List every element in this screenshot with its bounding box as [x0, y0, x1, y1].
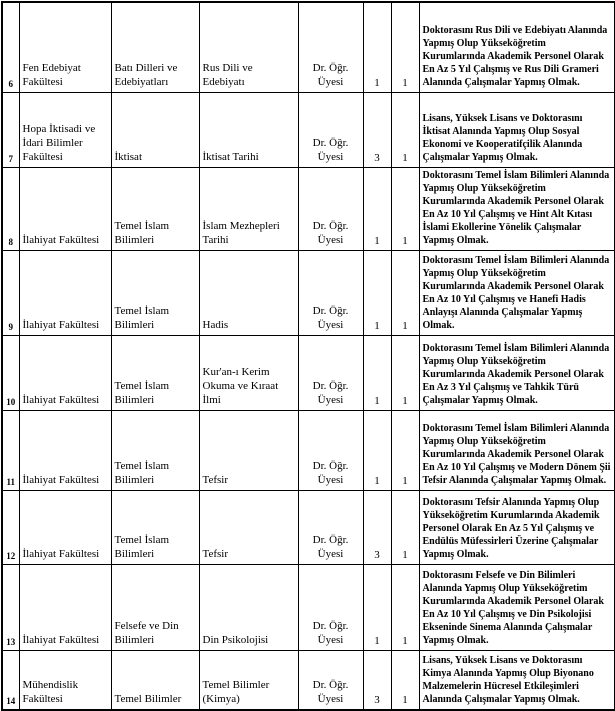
cell-requirement: Lisans, Yüksek Lisans ve Doktorasını İktisat Alanında Yapmış Olup Sosyal Ekonomi ve Kooperatifçilik Alanında Çalışmalar Yapmış Olmak. [419, 92, 615, 167]
cell-program: Din Psikolojisi [199, 564, 298, 650]
cell-program: Rus Dili ve Edebiyatı [199, 2, 298, 92]
cell-count-2: 1 [391, 564, 419, 650]
cell-count-2: 1 [391, 335, 419, 410]
cell-requirement: Lisans, Yüksek Lisans ve Doktorasını Kimya Alanında Yapmış Olup Biyonano Malzemelerin Hücresel Etkileşimleri Alanında Çalışmalar Yapmış Olmak. [419, 650, 615, 710]
cell-requirement: Doktorasını Temel İslam Bilimleri Alanında Yapmış Olup Yükseköğretim Kurumlarında Akademik Personel Olarak En Az 10 Yıl Çalışmış ve Hint Alt Kıtası İslami Ekollerine Yönelik Çalışmalar Yapmış Olmak. [419, 167, 615, 250]
cell-program: Tefsir [199, 490, 298, 564]
cell-department: Temel Bilimler [111, 650, 199, 710]
cell-row-number: 12 [2, 490, 19, 564]
cell-count-1: 1 [363, 2, 391, 92]
cell-row-number: 8 [2, 167, 19, 250]
cell-faculty: İlahiyat Fakültesi [19, 490, 111, 564]
cell-count-1: 1 [363, 167, 391, 250]
cell-department: Felsefe ve Din Bilimleri [111, 564, 199, 650]
cell-count-2: 1 [391, 2, 419, 92]
cell-requirement: Doktorasını Temel İslam Bilimleri Alanında Yapmış Olup Yükseköğretim Kurumlarında Akademik Personel Olarak En Az 10 Yıl Çalışmış ve Modern Dönem Şii Tefsir Alanında Çalışmalar Yapmış Olmak. [419, 410, 615, 490]
cell-row-number: 11 [2, 410, 19, 490]
cell-department: Temel İslam Bilimleri [111, 410, 199, 490]
cell-count-1: 1 [363, 335, 391, 410]
cell-row-number: 7 [2, 92, 19, 167]
cell-requirement: Doktorasını Temel İslam Bilimleri Alanında Yapmış Olup Yükseköğretim Kurumlarında Akademik Personel Olarak En Az 10 Yıl Çalışmış ve Hanefi Hadis Anlayışı Alanında Çalışmalar Yapmış Olmak. [419, 250, 615, 335]
cell-program: Temel Bilimler (Kimya) [199, 650, 298, 710]
cell-row-number: 9 [2, 250, 19, 335]
cell-faculty: İlahiyat Fakültesi [19, 335, 111, 410]
cell-count-2: 1 [391, 650, 419, 710]
cell-requirement: Doktorasını Felsefe ve Din Bilimleri Alanında Yapmış Olup Yükseköğretim Kurumlarında Akademik Personel Olarak En Az 10 Yıl Çalışmış ve Din Psikolojisi Ekseninde Sinema Alanında Çalışmalar Yapmış Olmak. [419, 564, 615, 650]
table-row [2, 335, 615, 410]
cell-requirement: Doktorasını Temel İslam Bilimleri Alanında Yapmış Olup Yükseköğretim Kurumlarında Akademik Personel Olarak En Az 3 Yıl Çalışmış ve Tahkik Türü Çalışmalar Yapmış Olmak. [419, 335, 615, 410]
table-body [2, 2, 615, 710]
cell-count-1: 3 [363, 650, 391, 710]
table-row [2, 650, 615, 710]
cell-count-1: 3 [363, 92, 391, 167]
table-row [2, 92, 615, 167]
cell-title: Dr. Öğr. Üyesi [298, 92, 363, 167]
cell-count-2: 1 [391, 250, 419, 335]
cell-faculty: Hopa İktisadi ve İdari Bilimler Fakültesi [19, 92, 111, 167]
table-row [2, 490, 615, 564]
cell-faculty: İlahiyat Fakültesi [19, 410, 111, 490]
table-row [2, 250, 615, 335]
cell-count-2: 1 [391, 92, 419, 167]
cell-row-number: 10 [2, 335, 19, 410]
cell-department: İktisat [111, 92, 199, 167]
cell-title: Dr. Öğr. Üyesi [298, 250, 363, 335]
cell-department: Batı Dilleri ve Edebiyatları [111, 2, 199, 92]
table-row [2, 2, 615, 92]
cell-title: Dr. Öğr. Üyesi [298, 410, 363, 490]
table-row [2, 564, 615, 650]
cell-row-number: 6 [2, 2, 19, 92]
cell-program: İslam Mezhepleri Tarihi [199, 167, 298, 250]
academic-positions-table [1, 1, 615, 711]
cell-requirement: Doktorasını Rus Dili ve Edebiyatı Alanında Yapmış Olup Yükseköğretim Kurumlarında Akademik Personel Olarak En Az 5 Yıl Çalışmış ve Rus Dili Grameri Alanında Çalışmalar Yapmış Olmak. [419, 2, 615, 92]
cell-count-1: 1 [363, 410, 391, 490]
cell-title: Dr. Öğr. Üyesi [298, 650, 363, 710]
cell-program: Hadis [199, 250, 298, 335]
cell-count-1: 1 [363, 564, 391, 650]
cell-title: Dr. Öğr. Üyesi [298, 167, 363, 250]
cell-title: Dr. Öğr. Üyesi [298, 2, 363, 92]
cell-title: Dr. Öğr. Üyesi [298, 335, 363, 410]
cell-title: Dr. Öğr. Üyesi [298, 564, 363, 650]
cell-program: Tefsir [199, 410, 298, 490]
cell-department: Temel İslam Bilimleri [111, 490, 199, 564]
cell-faculty: Mühendislik Fakültesi [19, 650, 111, 710]
cell-requirement: Doktorasını Tefsir Alanında Yapmış Olup Yükseköğretim Kurumlarında Akademik Personel Olarak En Az 5 Yıl Çalışmış ve Endülüs Müfessirleri Üzerine Çalışmalar Yapmış Olmak. [419, 490, 615, 564]
cell-program: İktisat Tarihi [199, 92, 298, 167]
cell-count-2: 1 [391, 410, 419, 490]
table-row [2, 410, 615, 490]
cell-department: Temel İslam Bilimleri [111, 335, 199, 410]
cell-count-2: 1 [391, 490, 419, 564]
cell-title: Dr. Öğr. Üyesi [298, 490, 363, 564]
cell-department: Temel İslam Bilimleri [111, 250, 199, 335]
cell-count-1: 1 [363, 250, 391, 335]
cell-department: Temel İslam Bilimleri [111, 167, 199, 250]
cell-count-2: 1 [391, 167, 419, 250]
cell-faculty: İlahiyat Fakültesi [19, 167, 111, 250]
cell-faculty: Fen Edebiyat Fakültesi [19, 2, 111, 92]
cell-row-number: 14 [2, 650, 19, 710]
table-row [2, 167, 615, 250]
cell-faculty: İlahiyat Fakültesi [19, 250, 111, 335]
cell-row-number: 13 [2, 564, 19, 650]
cell-count-1: 3 [363, 490, 391, 564]
cell-program: Kur'an-ı Kerim Okuma ve Kıraat İlmi [199, 335, 298, 410]
cell-faculty: İlahiyat Fakültesi [19, 564, 111, 650]
